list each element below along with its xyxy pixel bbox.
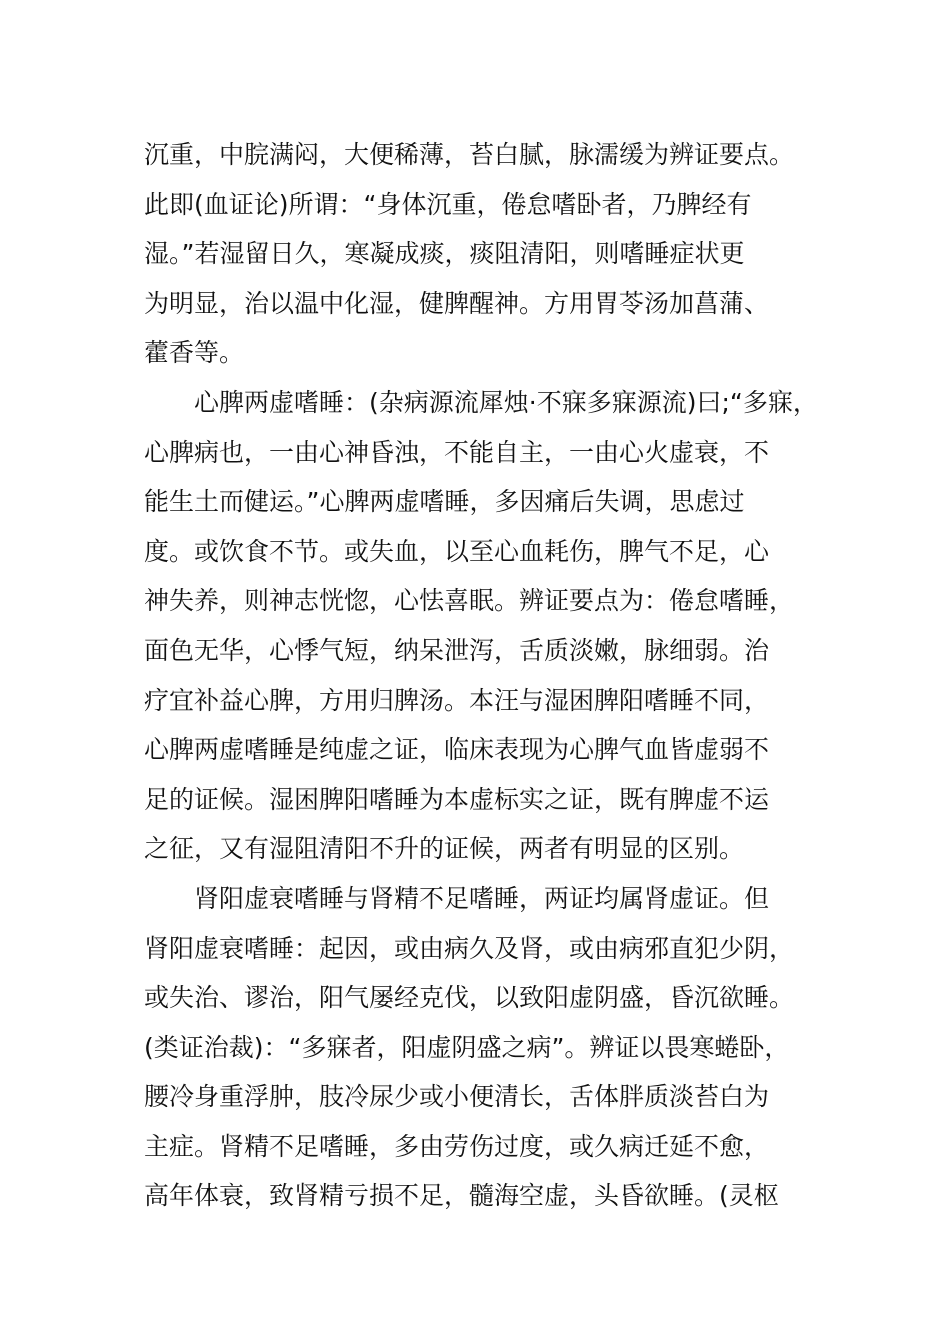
text-line: 心脾病也，一由心神昏浊，不能自主，一由心火虚衰，不: [144, 437, 770, 467]
text-line: 或失治、谬治，阳气屡经克伐，以致阳虚阴盛，昏沉欲睡。: [144, 983, 795, 1013]
text-line: 能生土而健运。”心脾两虚嗜睡，多因痛后失调，思虑过: [144, 487, 745, 517]
paragraph-first-line: 心脾两虚嗜睡：(杂病源流犀烛·不寐多寐源流)曰;“多寐，: [194, 387, 818, 417]
text-line: 足的证候。湿困脾阳嗜睡为本虚标实之证，既有脾虚不运: [144, 784, 770, 814]
body-text: [144, 130, 834, 1221]
text-line: 为明显，治以温中化湿，健脾醒神。方用胃苓汤加菖蒲、: [144, 288, 770, 318]
text-line: 面色无华，心悸气短，纳呆泄泻，舌质淡嫩，脉细弱。治: [144, 635, 770, 665]
text-line: 肾阳虚衰嗜睡：起因，或由病久及肾，或由病邪直犯少阴，: [144, 933, 795, 963]
text-line: 沉重，中脘满闷，大便稀薄，苔白腻，脉濡缓为辨证要点。: [144, 140, 795, 169]
text-line: (类证治裁)：“多寐者，阳虚阴盛之病”。辨证以畏寒蜷卧，: [144, 1032, 790, 1062]
text-line: 疗宜补益心脾，方用归脾汤。本汪与湿困脾阳嗜睡不同，: [144, 685, 770, 715]
text-line: 腰冷身重浮肿，肢冷尿少或小便清长，舌体胖质淡苔白为: [144, 1082, 770, 1112]
text-line: 高年体衰，致肾精亏损不足，髓海空虚，头昏欲睡。(灵枢: [144, 1181, 779, 1211]
text-line: 度。或饮食不节。或失血，以至心血耗伤，脾气不足，心: [144, 536, 770, 566]
text-line: 神失养，则神志恍惚，心怯喜眠。辨证要点为：倦怠嗜睡，: [144, 586, 795, 616]
text-line: 心脾两虚嗜睡是纯虚之证，临床表现为心脾气血皆虚弱不: [144, 735, 770, 765]
text-line: 之征，又有湿阻清阳不升的证候，两者有明显的区别。: [144, 834, 745, 864]
text-line: 藿香等。: [144, 338, 245, 368]
paragraph-first-line: 肾阳虚衰嗜睡与肾精不足嗜睡，两证均属肾虚证。但: [194, 883, 770, 913]
text-line: 主症。肾精不足嗜睡，多由劳伤过度，或久病迁延不愈，: [144, 1131, 770, 1161]
text-line: 此即(血证论)所谓：“身体沉重，倦怠嗜卧者，乃脾经有: [144, 189, 752, 219]
text-line: 湿。”若湿留日久，寒凝成痰，痰阻清阳，则嗜睡症状更: [144, 239, 745, 269]
